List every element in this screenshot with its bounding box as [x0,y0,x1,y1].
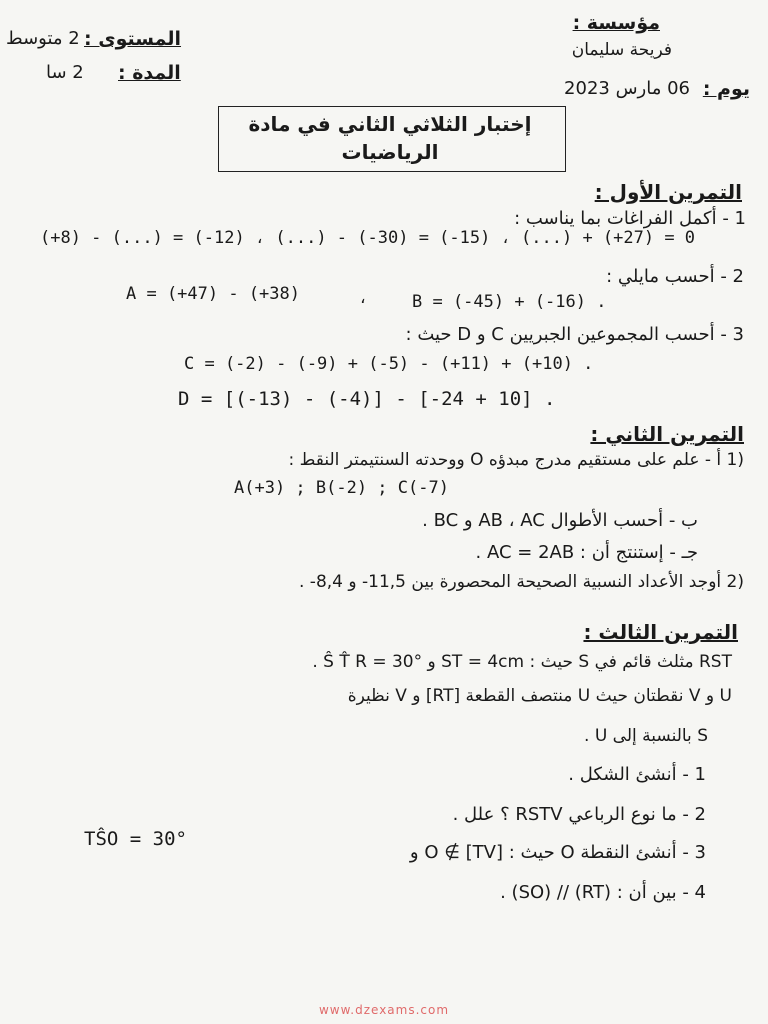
ex1-heading: التمرين الأول : [594,180,742,204]
ex1-q1-math: (+8) - (...) = (-12) ، (...) - (-30) = (-15) ، (...) + (+27) = 0 [40,228,696,248]
school-name: فريحة سليمان [571,40,672,60]
ex3-line1: RST مثلث قائم في S حيث : ST = 4cm و Ŝ T̂ R = 30° . [312,652,732,672]
duration-label: المدة : [118,62,181,84]
ex2-q2: (2 أوجد الأعداد النسبية الصحيحة المحصورة بين 11,5- و 8,4- . [298,572,744,592]
ex1-q2-mathB: B = (-45) + (-16) . [412,292,607,312]
ex3-q2: 2 - ما نوع الرباعي RSTV ؟ علل . [452,804,706,825]
ex3-q1: 1 - أنشئ الشكل . [568,764,706,785]
watermark: www.dzexams.com [318,1003,450,1017]
title-line2: الرياضيات [341,140,439,164]
school-label: مؤسسة : [572,12,660,34]
ex3-q3: 3 - أنشئ النقطة O حيث : O ∉ [TV] و [409,842,706,863]
ex1-q3-mathD: D = [(-13) - (-4)] - [-24 + 10] . [178,388,556,410]
ex2-q1: (1 أ - علم على مستقيم مدرج مبدؤه O ووحدته السنتيمتر النقط : [288,450,744,470]
ex3-line3: S بالنسبة إلى U . [584,726,708,746]
ex1-q3-mathC: C = (-2) - (-9) + (-5) - (+11) + (+10) . [184,354,594,374]
ex3-q4: 4 - بين أن : (RT) // (SO) . [500,882,706,903]
level-label: المستوى : [84,28,182,50]
duration-value: 2 سا [46,62,84,83]
date-value: 06 مارس 2023 [564,78,690,99]
ex1-q2-mathA: A = (+47) - (+38) [126,284,300,304]
title-line1: إختبار الثلاثي الثاني في مادة [248,112,532,136]
ex3-q3-math: TŜO = 30° [84,828,187,850]
ex2-heading: التمرين الثاني : [590,422,744,446]
date-label: يوم : [702,78,750,100]
ex2-q1c: جـ - إستنتج أن : AC = 2AB . [475,542,698,563]
ex3-heading: التمرين الثالث : [583,620,738,644]
ex1-q3: 3 - أحسب المجموعين الجبريين C و D حيث : [405,324,744,345]
ex2-q1-points: A(+3) ; B(-2) ; C(-7) [234,478,449,498]
level-value: 2 متوسط [6,28,80,49]
ex1-q1: 1 - أكمل الفراغات بما يناسب : [514,208,746,229]
ex1-q2-sep: ، [358,288,369,308]
ex3-line2: U و V نقطتان حيث U منتصف القطعة [RT] و V نظيرة [347,686,732,706]
ex2-q1b: ب - أحسب الأطوال AB ، AC و BC . [422,510,698,531]
ex1-q2: 2 - أحسب مايلي : [606,266,744,287]
